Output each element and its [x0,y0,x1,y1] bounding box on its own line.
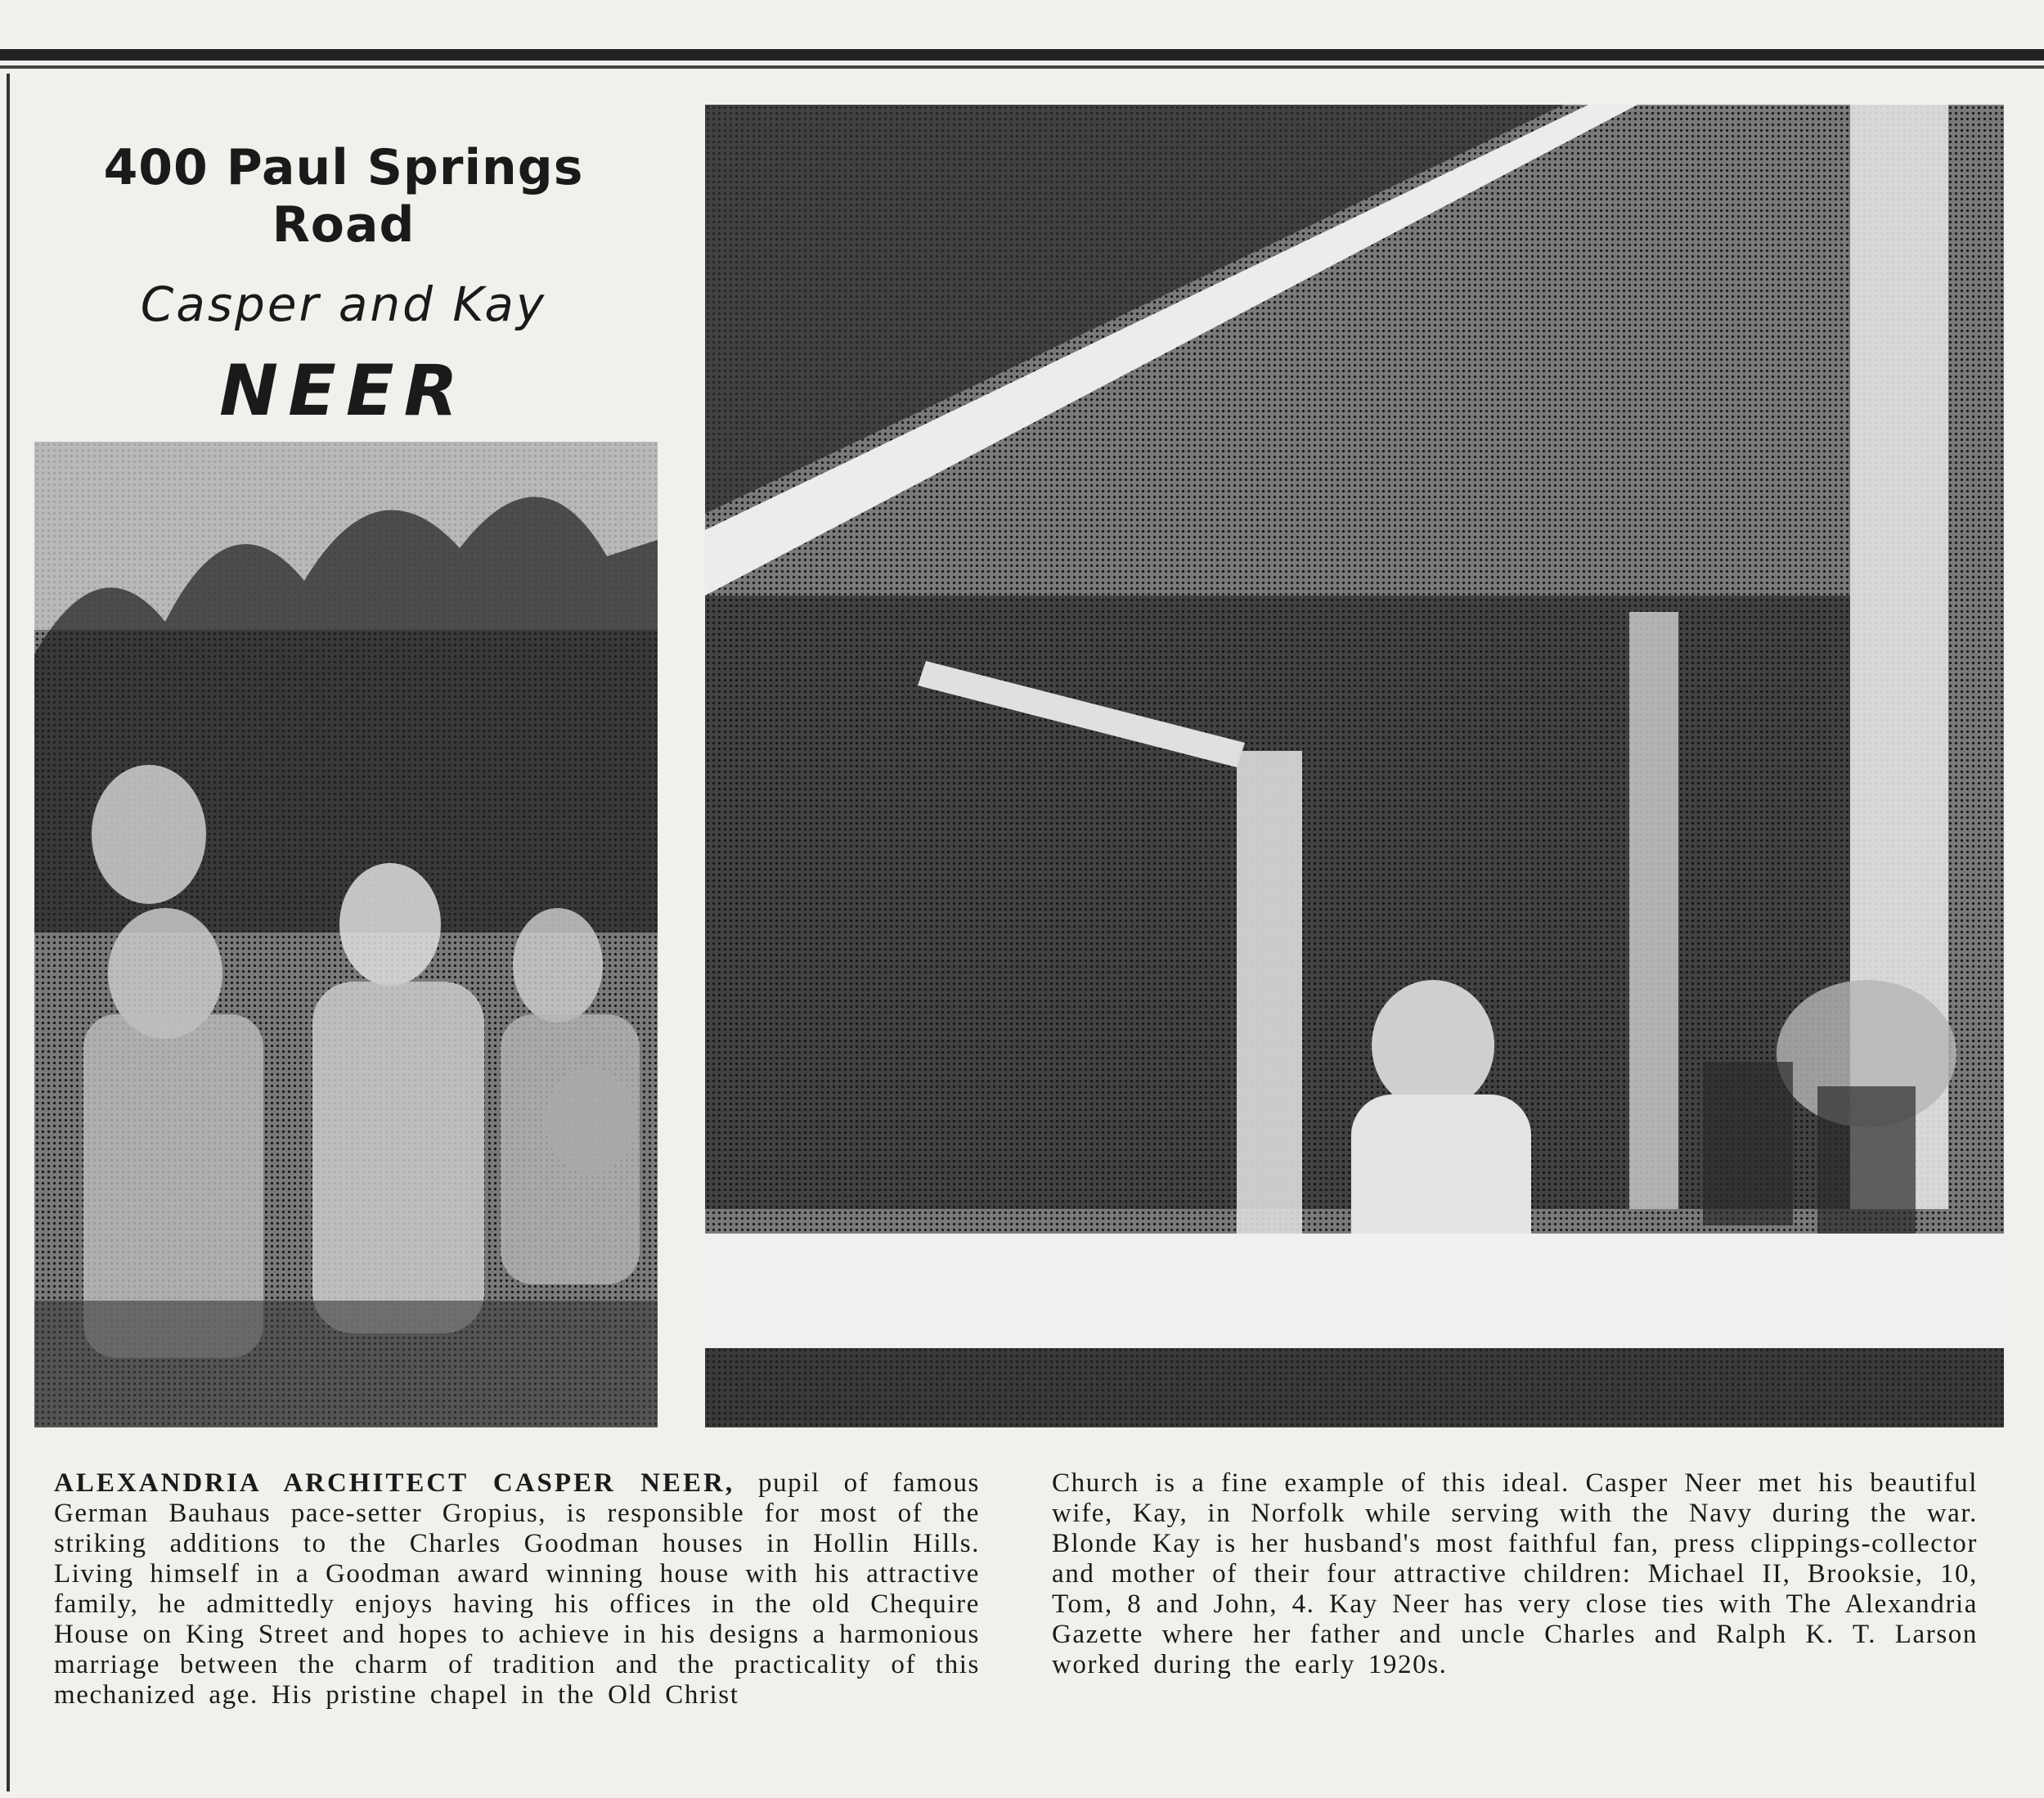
caption-column-2 [1052,1468,1978,1680]
porch-photo [705,105,2004,1427]
family-photo-illustration [34,442,658,1427]
caption-column-1 [54,1468,980,1710]
family-photo [34,442,658,1427]
caption-text-1: pupil of famous German Bauhaus pace-setter Gropius, is responsible for most of the striking additions to the Charles Goodman houses in Hollin Hills. Living himself in a Goodman award winning house with his attractive family, he admittedly enjoys having his offices in the old Chequire House on King Street and hopes to achieve in his designs a harmonious marriage between the charm of tradition and the practicality of this mechanized age. His pristine chapel in the Old Christ [54,1468,980,1710]
caption-lead: ALEXANDRIA ARCHITECT CASPER NEER, [54,1468,735,1498]
porch-photo-illustration [705,105,2004,1427]
caption-text-2: Church is a fine example of this ideal. Casper Neer met his beautiful wife, Kay, in Norfolk while serving with the Navy during the war. Blonde Kay is her husband's most faithful fan, press clippings-collector and mother of their four attractive children: Michael II, Brooksie, 10, Tom, 8 and John, 4. Kay Neer has very close ties with The Alexandria Gazette where her father and uncle Charles and Ralph K. T. Larson worked during the early 1920s. [1052,1468,1978,1679]
top-rule [0,49,2044,61]
top-rule-thin [0,65,2044,69]
article-heading [33,131,654,432]
surname-heading: NEER [219,350,468,432]
names-heading: Casper and Kay [140,276,547,332]
address-heading: 400 Paul Springs Road [103,139,584,254]
